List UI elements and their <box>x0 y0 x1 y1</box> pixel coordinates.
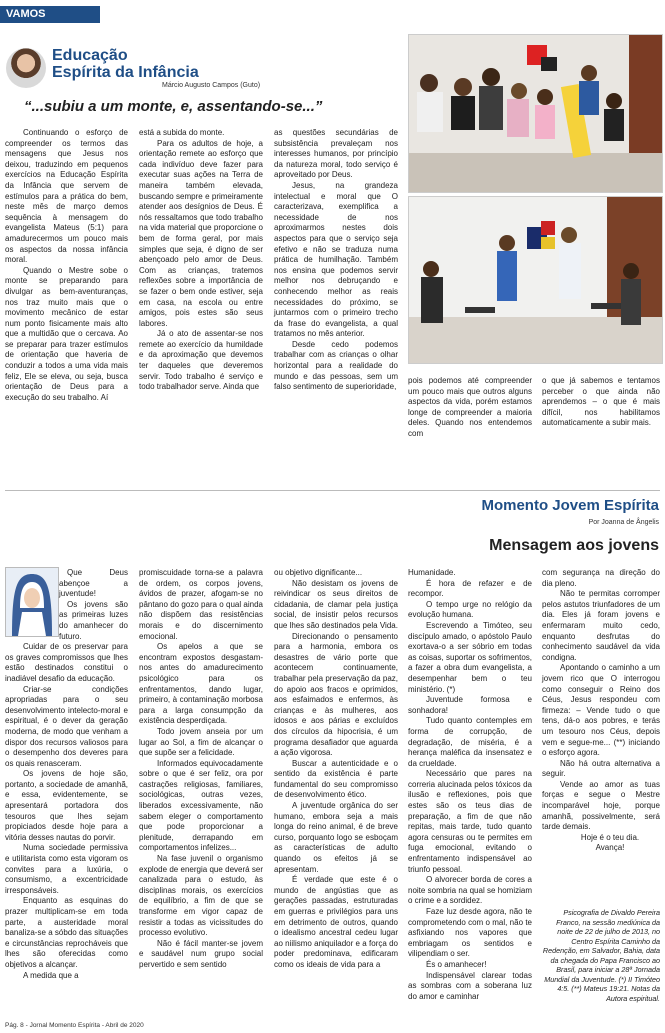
paragraph: Desde cedo podemos trabalhar com as crianças o olhar horizontal para a realidade do mundo e das pessoas, sem um falso sentimento de superioridade, <box>274 339 398 392</box>
paragraph: Direcionando o pensamento para a harmonia, embora os desastres de vário porte que acontecem continuamente, trabalhar pela preservação da paz, do apoio aos fracos e oprimidos, aos esfaimados e enfermos, às crianças e às mulheres, aos idosos e aos párias e excluídos dos círculos da hipocrisia, é um programa desafiador que aguarda a ação vigorosa. <box>274 631 398 758</box>
paragraph: Não é fácil manter-se jovem e saudável num grupo social pervertido e sem sentido <box>139 938 263 969</box>
article2-column-5 <box>542 568 660 854</box>
paragraph: Tudo quanto contemples em forma de corrupção, de degradação, de miséria, é a herança maléfica da insensatez e da crueldade. <box>408 716 532 768</box>
paragraph: Vende ao amor as tuas forças e segue o Mestre incomparável hoje, porque amanhã, possivelmente, será tarde demais. <box>542 779 660 832</box>
paragraph: O alvorecer borda de cores a noite sombria na qual se homiziam o crime e a sordidez. <box>408 875 532 906</box>
paragraph: Todo jovem anseia por um lugar ao Sol, a fim de alcançar o que supõe ser a felicidade. <box>139 726 263 758</box>
paragraph: Que Deus abençoe a juventude! <box>59 568 128 599</box>
paragraph: Para os adultos de hoje, a orientação remete ao esforço que cada indivíduo deve fazer para executar suas ações na Terra de maneira também elevada, buscando sempre e primeiramente atender aos desígnios de Deus. É nós ressaltamos que todo trabalho na vida material que proporcione o bem de forma geral, por mais simples que seja, é digno de ser abençoado pelo amor de Deus. Com as crianças, tratemos reflexões sobre a importância de se fazer o bem onde estiver, seja em casa, na escola ou entre amigos, pois estes são seus labores. <box>139 138 263 328</box>
paragraph: Criar-se condições apropriadas para o seu desenvolvimento intelecto-moral e espiritual, é o dever da geração moderna, de modo que venham a dispor dos recursos valiosos para o desempenho dos deveres para os quais renasceram. <box>5 684 128 768</box>
section2-author: Por Joanna de Ângelis <box>588 519 659 526</box>
author-avatar <box>6 48 46 88</box>
section2-title: Momento Jovem Espírita <box>481 497 659 514</box>
paragraph: Escrevendo a Timóteo, seu discípulo amado, o apóstolo Paulo exortava-o a ser sóbrio em todas as coisas, suportar os sofrimentos, a fazer a obra dum evangelista, a desempenhar bem o teu ministério. (*) <box>408 620 532 694</box>
article2-column-2 <box>139 568 263 971</box>
paragraph: Cuidar de os preservar para os graves compromissos que lhes estão destinados constitui o inadiável desafio da educação. <box>5 642 128 683</box>
page-footer: Pág. 8 - Jornal Momento Espírita - Abril de 2020 <box>5 1022 144 1029</box>
section-title-line2: Espírita da Infância <box>52 64 199 81</box>
paragraph: Não há outra alternativa a seguir. <box>542 758 660 779</box>
paragraph: com segurança na direção do dia pleno. <box>542 568 660 588</box>
paragraph: A juventude orgânica do ser humano, embora seja a mais longa do reino animal, é de breve curso, porquanto logo se esboçam as características de adulto quando os efeitos já se apresentam. <box>274 801 398 874</box>
paragraph: ou objetivo dignificante... <box>274 568 363 577</box>
article1-column-5 <box>542 376 660 429</box>
paragraph: A medida que a <box>23 970 79 980</box>
article-quote: “...subiu a um monte, e, assentando-se...” <box>24 98 323 115</box>
paragraph: Juventude formosa e sonhadora! <box>408 695 532 715</box>
article2-column-3 <box>274 568 398 971</box>
section-title <box>52 47 199 81</box>
paragraph: está a subida do monte. <box>139 128 225 137</box>
paragraph: Necessário que pares na correria alucinada pelos tóxicos da ilusão e reflexiones, pois que estes são os teus dias de preparação, a fim de que não repitas, mais tarde, tudo quanto agora censuras ou te permites em fuga emocional, evitando o enfrentamento indispensável ao triunfo pessoal. <box>408 769 532 874</box>
paragraph: Já o ato de assentar-se nos remete ao exercício da humildade e da aproximação que devemos ter daqueles que deveremos servir. Todo trabalho é serviço e todo trabalhador serve. Ainda que <box>139 329 263 392</box>
section-title-line1: Educação <box>52 47 128 64</box>
paragraph: Avança! <box>595 843 625 853</box>
paragraph: Humanidade. <box>408 568 456 577</box>
paragraph: Não desistam os jovens de reivindicar os seus direitos de cidadania, de clamar pela justiça social, de insistir pelos recursos que lhes são destinados pela Vida. <box>274 578 398 630</box>
article1-column-2 <box>139 128 263 393</box>
paragraph: Apontando o caminho a um jovem rico que O interrogou como conseguir o Reino dos Céus, Jesus respondeu com firmeza: – Vende tudo o que tens, dá-o aos pobres, e terás um tesouro nos Céus, depois vem e segue-me... (**) iniciando o esforço agora. <box>542 663 660 758</box>
article2-column-4 <box>408 568 532 1002</box>
section-header-label: VAMOS ESTUDAR <box>0 6 100 23</box>
paragraph: És o amanhecer! <box>426 959 487 969</box>
classroom-photo-1 <box>408 34 663 193</box>
article1-column-4 <box>408 376 532 440</box>
paragraph: Enquanto as esquinas do prazer multiplicam-se em toda parte, a austeridade moral banaliza-se a sóbdo das situações e circunstâncias reprocháveis que lhes são oferecidas como objetivos a alcançar. <box>5 896 128 969</box>
paragraph: Quando o Mestre sobe o monte se preparando para divulgar as bem-aventuranças, nos traz muito mais que o movimento mecânico de estar num ponto fisicamente mais alto que a multidão que o cercava. Ao se preparar para trazer estímulos de orientação que haveria de conduzir a todos a uma vida mais feliz, Ele se eleva, ou seja, busca orientação de Deus para a execução do seu trabalho. Aí <box>5 265 128 402</box>
paragraph: Hoje é o teu dia. <box>580 832 640 842</box>
paragraph: Os jovens são as primeiras luzes do amanhecer do futuro. <box>59 599 128 641</box>
paragraph: Os apelos a que se encontram expostos desgastam-nos antes do amadurecimento psicológico para os enfrentamentos, dando lugar, primeiro, à contaminação morbosa para a larga consumpção da existência desperdiçada. <box>139 642 263 726</box>
paragraph: Indispensável clarear todas as sombras com a soberana luz do amor e caminhar <box>408 970 532 1001</box>
article1-column-1 <box>5 128 128 403</box>
section-divider <box>5 490 660 491</box>
paragraph: o que já sabemos e tentamos perceber o que ainda não aprendemos – o que é mais difícil, nos habilitamos automaticamente a subir mais. <box>542 376 660 428</box>
paragraph: Informados equivocadamente sobre o que é ser feliz, ora por castrações religiosas, familiares, sociológicas, outras vezes, liberados excessivamente, não sabem eleger o comportamento que pode proporcionar a plenitude, derrapando em comportamentos infelizes... <box>139 758 263 853</box>
paragraph: Os jovens de hoje são, portanto, a sociedade de amanhã, e essa, evidentemente, se apresentará portadora dos tesouros que lhes sejam propiciados desde hoje para a vitória desses nautas do porvir. <box>5 769 128 842</box>
paragraph: O tempo urge no relógio da evolução humana. <box>408 599 532 620</box>
paragraph: Faze luz desde agora, não te comprometendo com o mal, não te asfixiando nos vapores que embriagam os sentidos e vilipendiam o ser. <box>408 907 532 959</box>
paragraph: Buscar a autenticidade e o sentido da existência é parte fundamental do seu compromisso de desenvolvimento ético. <box>274 758 398 800</box>
paragraph: É verdade que este é o mundo de angústias que as gerações passadas, estruturadas em guerras e privilégios para uns em detrimento de outros, quando o idealismo ancestral cedeu lugar ao niilismo aniquilador e a força do poder predominava, edificaram como os ideais de vida para a <box>274 875 398 969</box>
paragraph: as questões secundárias de subsistência prevaleçam nos interesses humanos, por princípio da natureza moral, todo serviço é aproveitado por Deus. <box>274 128 398 180</box>
paragraph: Numa sociedade permissiva e utilitarista como esta vigoram os convites para a luxúria, o consumismo, a excentricidade irresponsáveis. <box>5 843 128 895</box>
paragraph: pois podemos até compreender um pouco mais que outros alguns aspectos da vida, porém estamos longe de compreender a maioria deles. Quando nos entendemos com <box>408 376 532 438</box>
paragraph: promiscuidade torna-se a palavra de ordem, os corpos jovens, ávidos de prazer, afogam-se no pântano do gozo para o qual ainda não dispõem das resistências morais e do discernimento emocional. <box>139 568 263 641</box>
article2-column-1 <box>5 568 128 981</box>
section2-subtitle: Mensagem aos jovens <box>489 537 659 554</box>
paragraph: Jesus, na grandeza intelectual e moral que O caracterizava, exemplifica a necessidade de nos aproximarmos nestes dois aspectos para que o serviço seja efetivo e não se traduza numa prática de humilhação. Também nos ensina que podemos servir melhor nos debruçando e conhecendo melhor as reais necessidades do próximo, se juntarmos com o primeiro trecho da frase do evangelista, a qual tratamos no mês anterior. <box>274 180 398 339</box>
paragraph: Na fase juvenil o organismo explode de energia que deverá ser canalizada para o estudo, às disciplinas morais, os exercícios de equilíbrio, a fim de que se transforme em vigor capaz de resistir a todas as vicissitudes do processo evolutivo. <box>139 854 263 938</box>
author-name: Márcio Augusto Campos (Guto) <box>162 82 261 89</box>
psychography-caption: Psicografia de Divaldo Pereira Franco, na sessão mediúnica da noite de 22 de julho de 2013, no Centro Espírita Caminho da Redenção, em Salvador, Bahia, data da chegada do Papa Francisco ao Brasil, para iniciar a 28ª Jornada Mundial da Juventude. (*) II Timóteo 4:5. (**) Mateus 19:21. Notas da Autora espiritual. <box>542 908 660 1003</box>
article1-column-3 <box>274 128 398 393</box>
paragraph: Não te permitas corromper pelos astutos triunfadores de um dia. Eles já foram jovens e enfermaram muito cedo, enquanto desfrutas do conhecimento saudável da vida condigna. <box>542 589 660 662</box>
paragraph: É hora de refazer e de recompor. <box>408 578 532 599</box>
paragraph: Continuando o esforço de compreender os termos das mensagens que Jesus nos deixou, traduzindo em pequenos exercícios na Educação Espírita da Infância que servem de estímulos para a prática do bem, neste mês de março demos sequência à mensagem do evangelista Mateus (5:1) para amadurecermos um pouco mais os aspectos da nossa infância moral. <box>5 128 128 265</box>
classroom-photo-2 <box>408 196 663 364</box>
